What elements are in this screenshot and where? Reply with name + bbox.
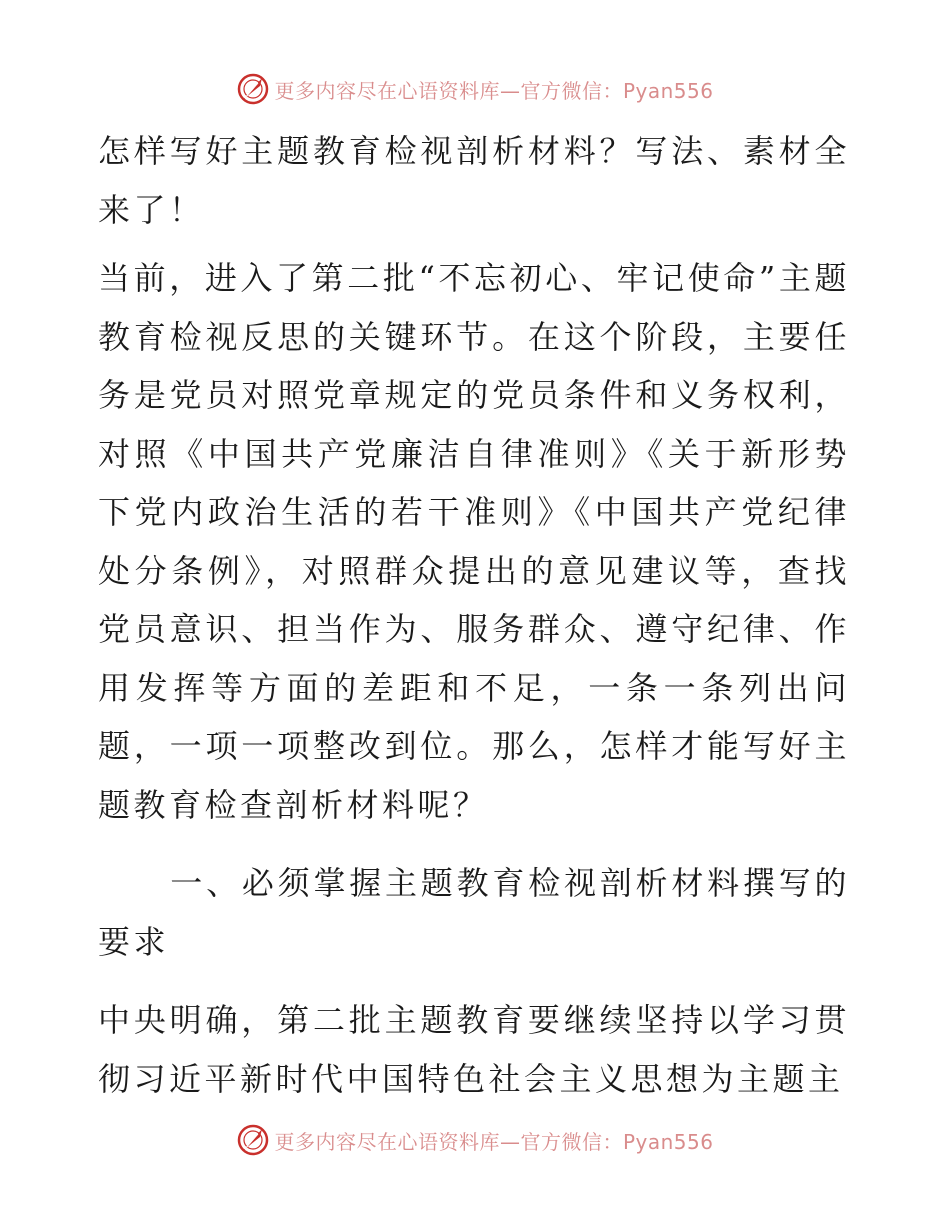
section-heading: [98, 854, 850, 971]
intro-paragraph: 当前，进入了第二批“不忘初心、牢记使命”主题教育检视反思的关键环节。在这个阶段，主要任务是党员对照党章规定的党员条件和义务权利，对照《中国共产党廉洁自律准则》《关于新形势下党内政治生活的若干准则》《中国共产党纪律处分条例》，对照群众提出的意见建议等，查找党员意识、担当作为、服务群众、遵守纪律、作用发挥等方面的差距和不足，一条一条列出问题，一项一项整改到位。那么，怎样才能写好主题教育检查剖析材料呢？: [98, 259, 850, 824]
quill-logo-icon: [236, 1123, 270, 1157]
watermark-header: [0, 72, 950, 106]
quill-logo-icon: [236, 72, 270, 106]
watermark-footer: [0, 1123, 950, 1157]
section-heading-text: 一、必须掌握主题教育检视剖析材料撰写的要求: [98, 864, 850, 961]
watermark-text: 更多内容尽在心语资料库—官方微信：Pyan556: [274, 1129, 714, 1154]
document-title: 怎样写好主题教育检视剖析材料？写法、素材全来了！: [98, 132, 850, 229]
watermark-text: 更多内容尽在心语资料库—官方微信：Pyan556: [274, 78, 714, 103]
document-body: [98, 122, 850, 1128]
section-paragraph: 中央明确，第二批主题教育要继续坚持以学习贯彻习近平新时代中国特色社会主义思想为主题主: [98, 1001, 850, 1098]
